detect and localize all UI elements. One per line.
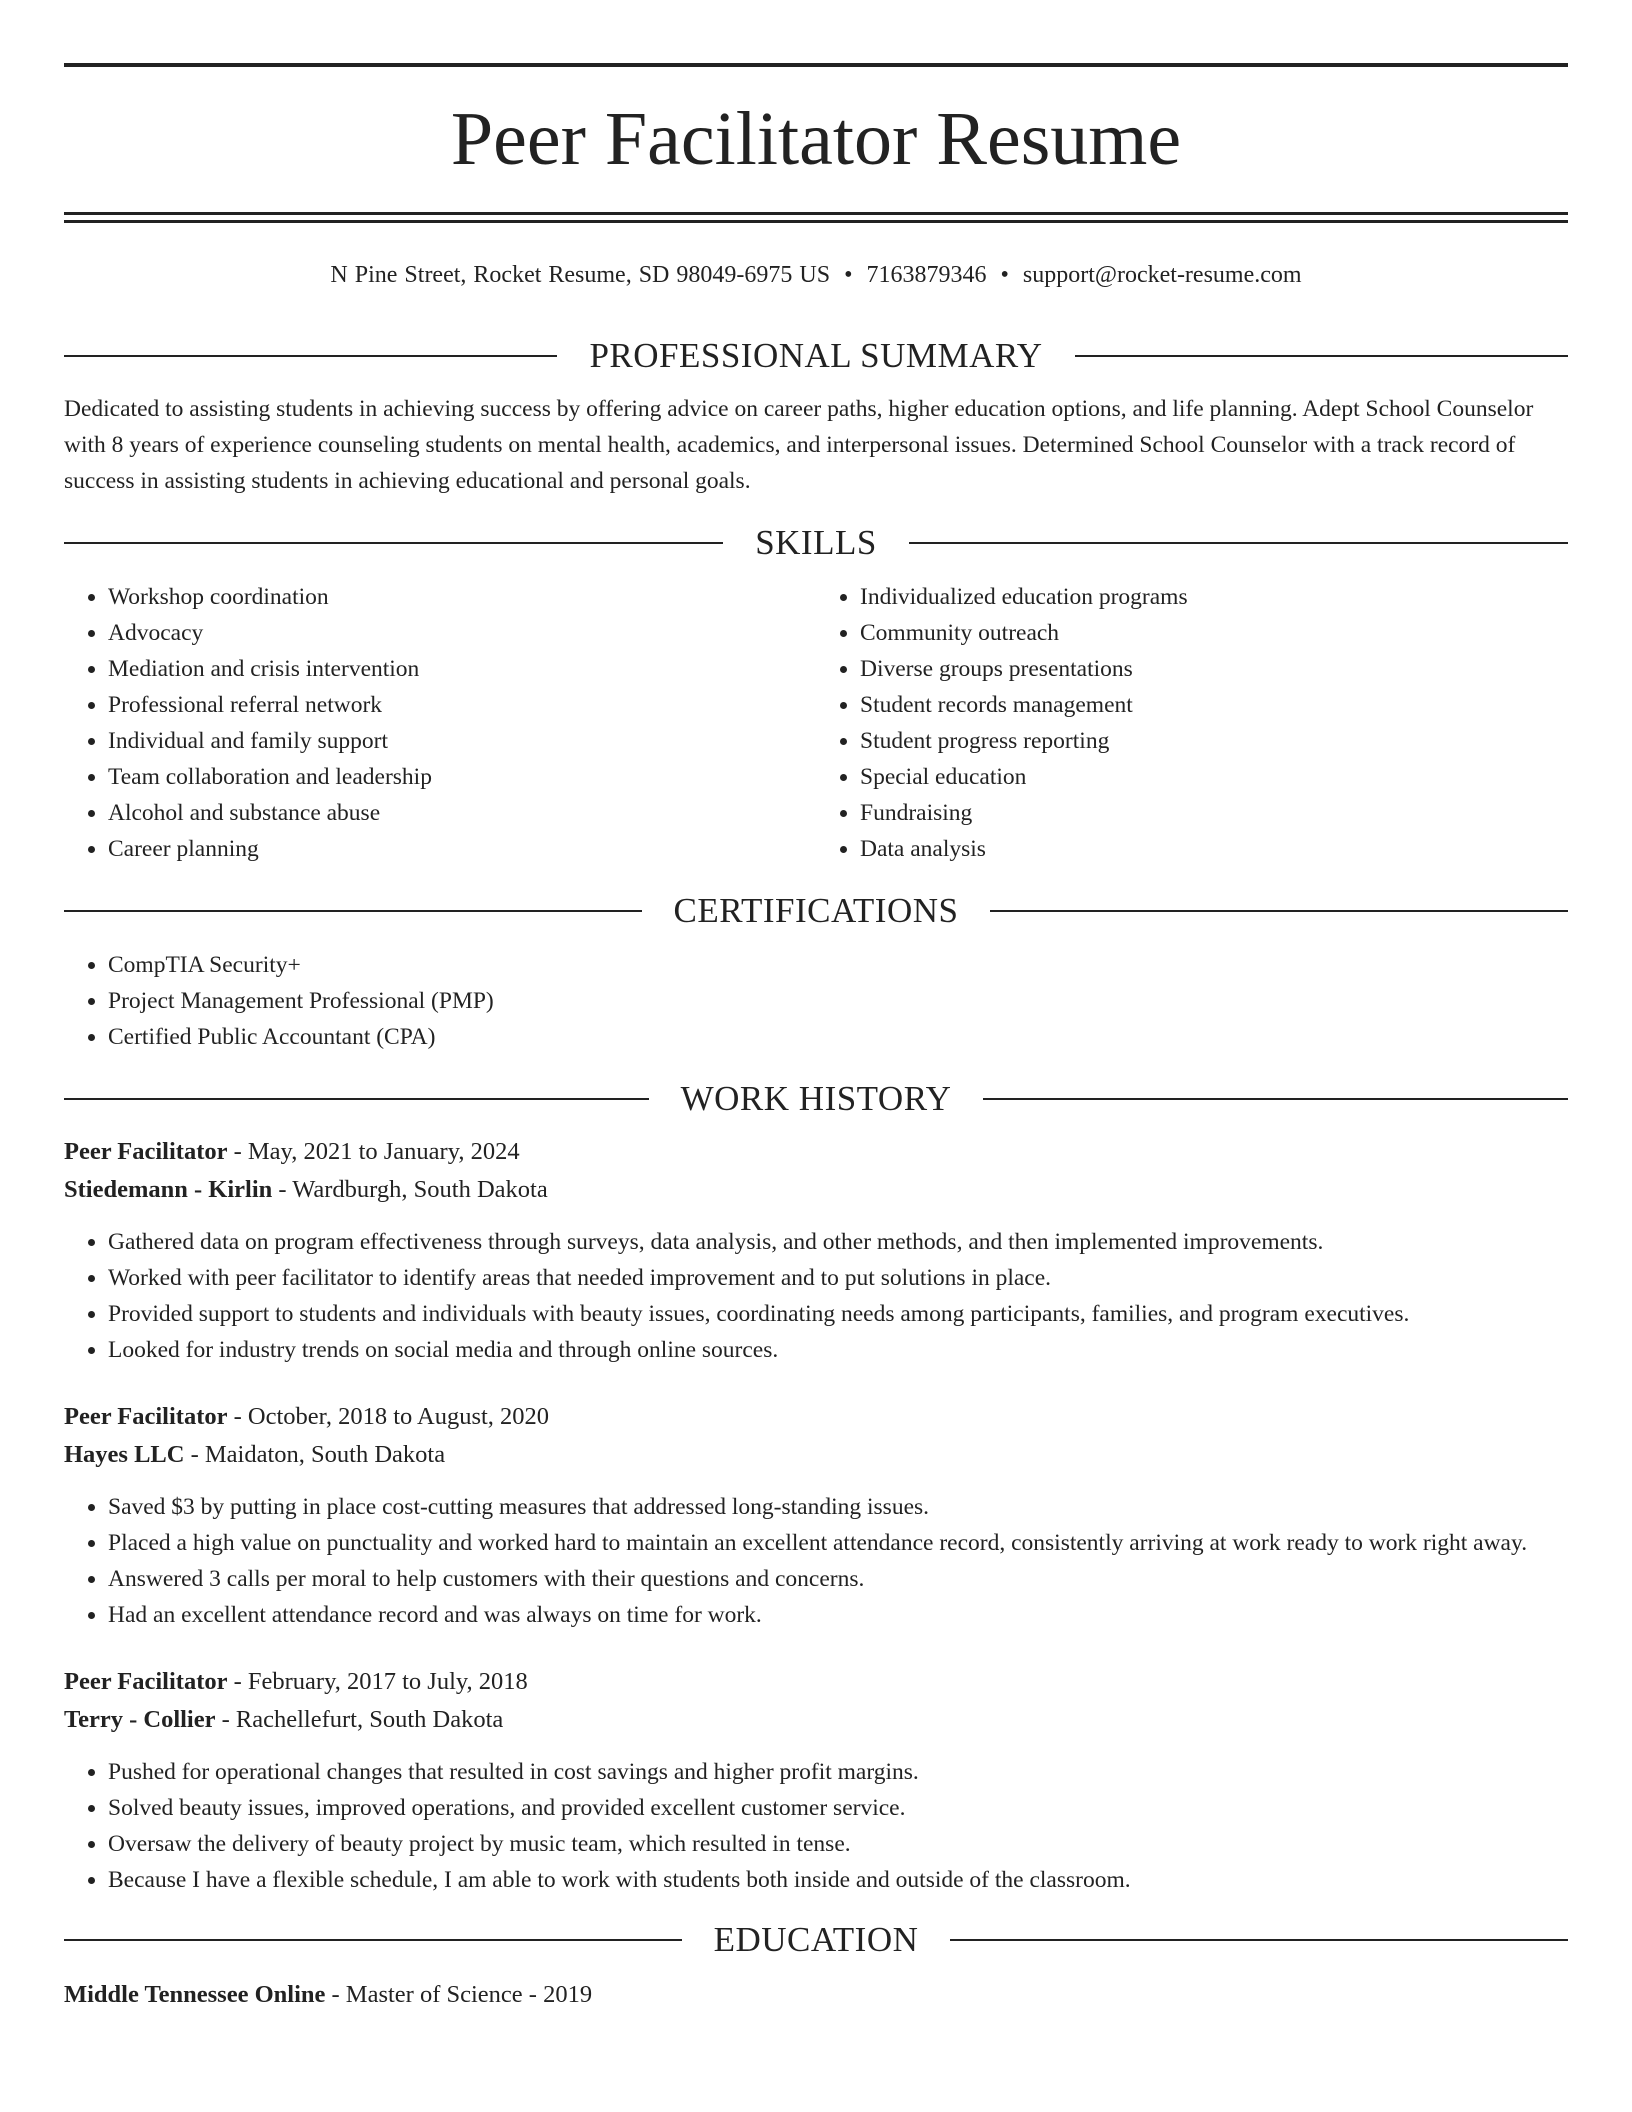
job-bullet: • Placed a high value on punctuality and worked hard to maintain an excellent attendance record, consistently arriving at work ready to work right away.: [108, 1525, 1568, 1561]
job-bullet: • Worked with peer facilitator to identify areas that needed improvement and to put solutions in place.: [108, 1260, 1568, 1296]
section-title: CERTIFICATIONS: [673, 891, 959, 930]
job-bullets: [64, 1754, 1568, 1898]
skills-list-right: [816, 579, 1568, 867]
job-company: Terry - Collier: [64, 1706, 216, 1733]
job-bullets: [64, 1224, 1568, 1368]
job-bullet: • Gathered data on program effectiveness through surveys, data analysis, and other methods, and then implemented improvements.: [108, 1224, 1568, 1260]
contact-phone: 7163879346: [866, 262, 987, 288]
job-entry: [64, 1398, 1568, 1633]
contact-line: [64, 260, 1568, 290]
certification-item: • Project Management Professional (PMP): [108, 983, 1568, 1019]
heading-rule-right: [909, 542, 1568, 544]
job-location: - Rachellefurt, South Dakota: [215, 1706, 504, 1733]
heading-rule-left: [64, 910, 642, 912]
job-bullet: • Had an excellent attendance record and was always on time for work.: [108, 1597, 1568, 1633]
skill-item: • Mediation and crisis intervention: [108, 651, 816, 687]
skill-item: • Data analysis: [860, 831, 1568, 867]
section-title: EDUCATION: [713, 1920, 919, 1959]
education-degree: - Master of Science - 2019: [325, 1981, 593, 2008]
job-title: Peer Facilitator: [64, 1668, 228, 1695]
job-bullets: [64, 1489, 1568, 1633]
skill-item: • Diverse groups presentations: [860, 651, 1568, 687]
job-bullet: • Saved $3 by putting in place cost-cutting measures that addressed long-standing issues.: [108, 1489, 1568, 1525]
contact-separator: •: [844, 262, 853, 288]
section-heading-skills: [64, 521, 1568, 565]
heading-rule-right: [990, 910, 1568, 912]
job-title-line: [64, 1398, 1568, 1436]
job-location: - Wardburgh, South Dakota: [272, 1176, 548, 1203]
contact-address: N Pine Street, Rocket Resume, SD 98049-6975 US: [330, 262, 831, 288]
job-bullet: • Oversaw the delivery of beauty project by music team, which resulted in tense.: [108, 1826, 1568, 1862]
job-entry: [64, 1133, 1568, 1368]
job-bullet: • Solved beauty issues, improved operations, and provided excellent customer service.: [108, 1790, 1568, 1826]
job-company: Hayes LLC: [64, 1441, 185, 1468]
heading-rule-left: [64, 1098, 649, 1100]
job-company: Stiedemann - Kirlin: [64, 1176, 273, 1203]
job-dates: - February, 2017 to July, 2018: [227, 1668, 528, 1695]
job-location: - Maidaton, South Dakota: [184, 1441, 446, 1468]
section-heading-education: [64, 1918, 1568, 1962]
skill-item: • Fundraising: [860, 795, 1568, 831]
skill-item: • Professional referral network: [108, 687, 816, 723]
job-company-line: [64, 1436, 1568, 1474]
heading-rule-right: [983, 1098, 1568, 1100]
skills-list-left: [64, 579, 816, 867]
certification-item: • Certified Public Accountant (CPA): [108, 1019, 1568, 1055]
skill-item: • Student records management: [860, 687, 1568, 723]
job-title-line: [64, 1663, 1568, 1701]
job-company-line: [64, 1701, 1568, 1739]
contact-separator: •: [1000, 262, 1009, 288]
certification-item: • CompTIA Security+: [108, 947, 1568, 983]
page-title: Peer Facilitator Resume: [450, 97, 1182, 181]
section-title: WORK HISTORY: [680, 1079, 952, 1118]
education-institution: Middle Tennessee Online: [64, 1981, 326, 2008]
skill-item: • Individual and family support: [108, 723, 816, 759]
skill-item: • Special education: [860, 759, 1568, 795]
job-entry: [64, 1663, 1568, 1898]
skill-item: • Career planning: [108, 831, 816, 867]
job-title-line: [64, 1133, 1568, 1171]
job-dates: - October, 2018 to August, 2020: [227, 1403, 550, 1430]
section-heading-certifications: [64, 889, 1568, 933]
job-company-line: [64, 1171, 1568, 1209]
section-title: PROFESSIONAL SUMMARY: [589, 336, 1043, 375]
heading-rule-left: [64, 542, 723, 544]
skill-item: • Student progress reporting: [860, 723, 1568, 759]
job-bullet: • Answered 3 calls per moral to help customers with their questions and concerns.: [108, 1561, 1568, 1597]
contact-email: support@rocket-resume.com: [1022, 262, 1302, 288]
section-heading-work: [64, 1077, 1568, 1121]
skill-item: • Individualized education programs: [860, 579, 1568, 615]
heading-rule-right: [950, 1939, 1568, 1941]
job-bullet: • Pushed for operational changes that resulted in cost savings and higher profit margins.: [108, 1754, 1568, 1790]
skills-columns: [64, 579, 1568, 867]
job-bullet: • Looked for industry trends on social media and through online sources.: [108, 1332, 1568, 1368]
summary-text: Dedicated to assisting students in achieving success by offering advice on career paths, higher education options, and life planning. Adept School Counselor with 8 years of experience counseling students on mental health, academics, and interpersonal issues. Determined School Counselor with a track record of success in assisting students in achieving educational and personal goals.: [64, 396, 1534, 494]
top-rule: [64, 63, 1568, 67]
certifications-list: [64, 947, 1568, 1055]
skill-item: • Alcohol and substance abuse: [108, 795, 816, 831]
section-heading-summary: [64, 334, 1568, 378]
heading-rule-left: [64, 355, 557, 357]
skill-item: • Team collaboration and leadership: [108, 759, 816, 795]
job-bullet: • Provided support to students and individuals with beauty issues, coordinating needs among participants, families, and program executives.: [108, 1296, 1568, 1332]
education-entry: [64, 1976, 1568, 2014]
skill-item: • Workshop coordination: [108, 579, 816, 615]
job-dates: - May, 2021 to January, 2024: [227, 1138, 520, 1165]
skill-item: • Community outreach: [860, 615, 1568, 651]
heading-rule-right: [1075, 355, 1568, 357]
job-bullet: • Because I have a flexible schedule, I am able to work with students both inside and outside of the classroom.: [108, 1862, 1568, 1898]
heading-rule-left: [64, 1939, 682, 1941]
job-title: Peer Facilitator: [64, 1138, 228, 1165]
job-title: Peer Facilitator: [64, 1403, 228, 1430]
skill-item: • Advocacy: [108, 615, 816, 651]
title-double-rule: [64, 212, 1568, 223]
section-title: SKILLS: [755, 523, 877, 562]
